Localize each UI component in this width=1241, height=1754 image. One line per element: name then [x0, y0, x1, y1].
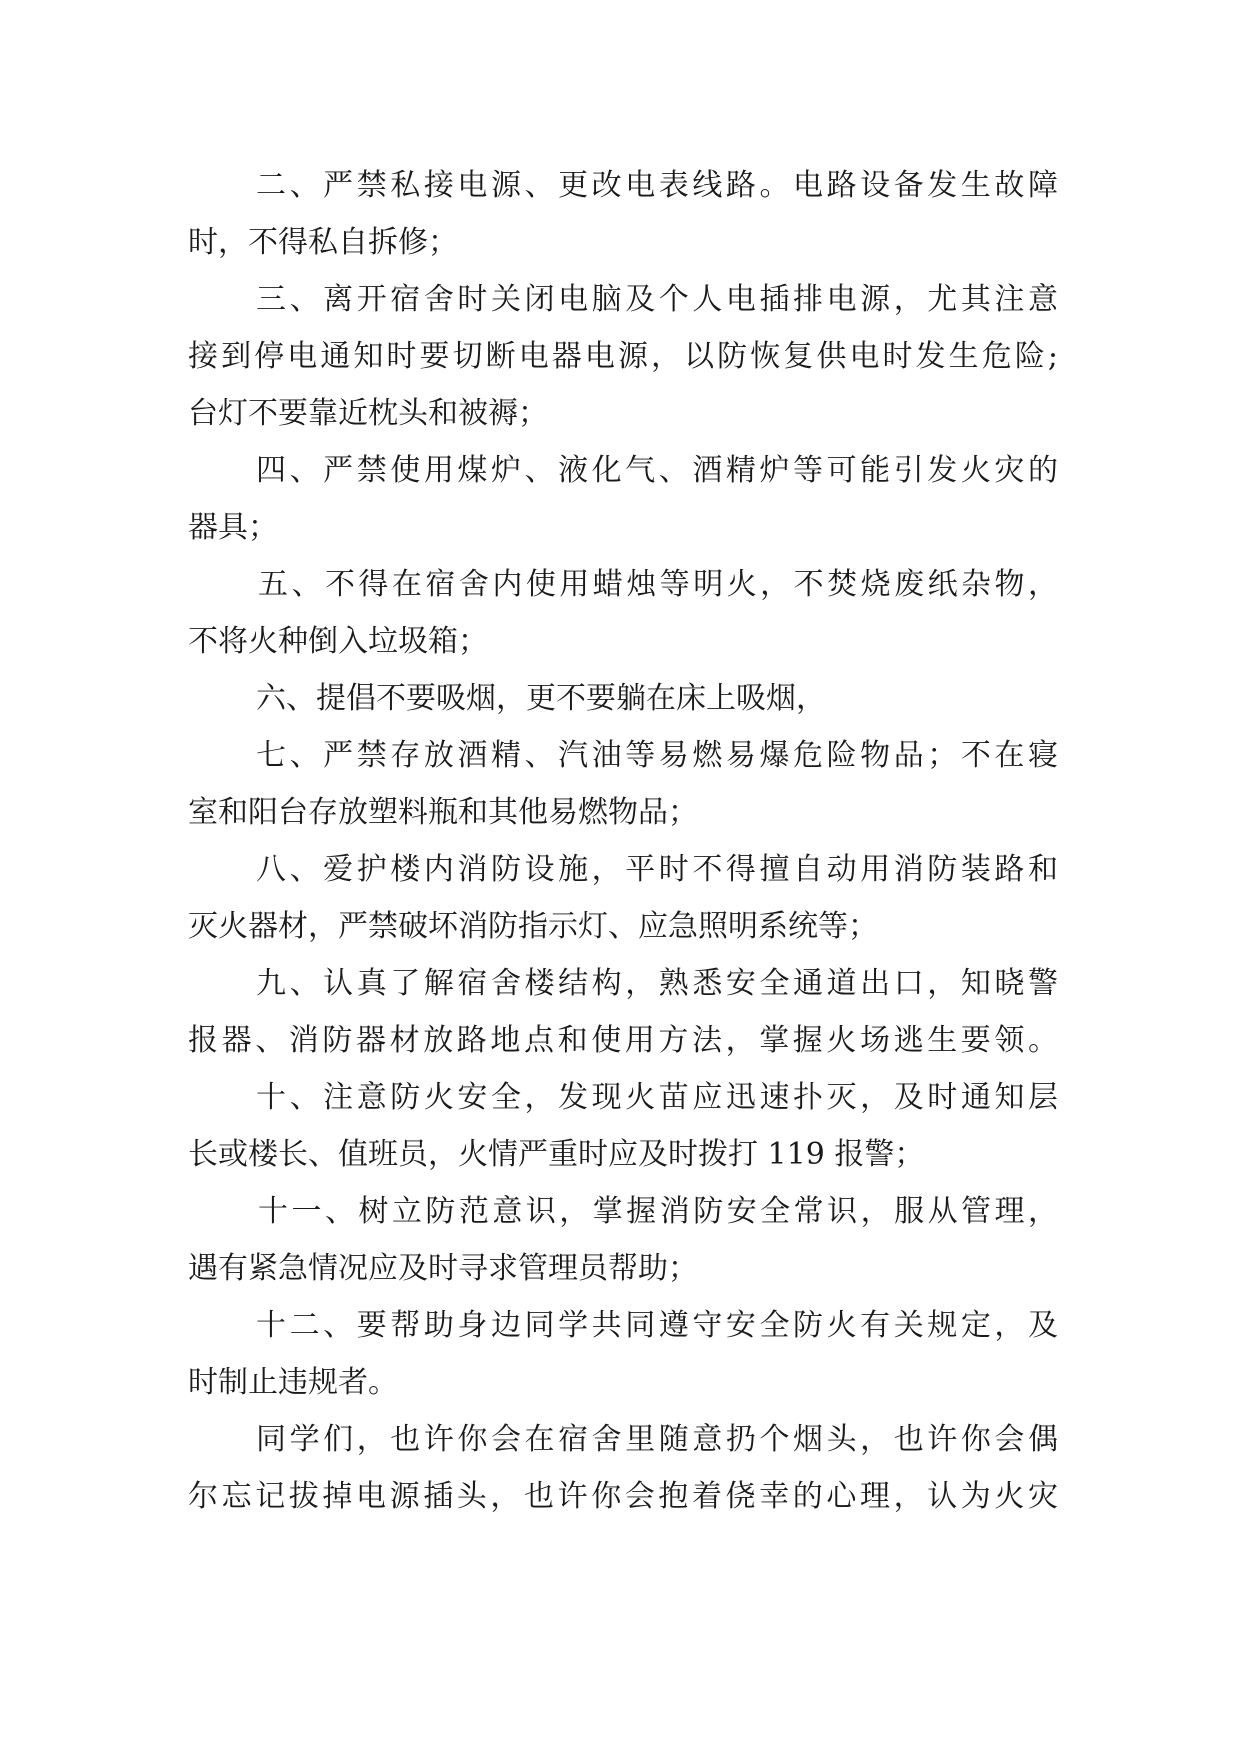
- paragraph-line: 接到停电通知时要切断电器电源，以防恢复供电时发生危险;: [188, 339, 1058, 374]
- paragraph-line: 室和阳台存放塑料瓶和其他易燃物品；: [188, 795, 698, 830]
- paragraph-line: 九、认真了解宿舍楼结构，熟悉安全通道出口，知晓警: [256, 966, 1058, 1001]
- paragraph-line: 五、不得在宿舍内使用蜡烛等明火，不焚烧废纸杂物，: [258, 567, 1058, 602]
- paragraph-line: 时，不得私自拆修；: [188, 225, 458, 260]
- paragraph-line: 同学们，也许你会在宿舍里随意扔个烟头，也许你会偶: [256, 1422, 1058, 1457]
- paragraph-line: 时制止违规者。: [188, 1365, 398, 1400]
- paragraph-line: 台灯不要靠近枕头和被褥；: [188, 396, 548, 431]
- paragraph-line: 十一、树立防范意识，掌握消防安全常识，服从管理，: [258, 1194, 1058, 1229]
- paragraph-line: 报器、消防器材放路地点和使用方法，掌握火场逃生要领。: [188, 1023, 1058, 1058]
- paragraph-line: 长或楼长、值班员，火情严重时应及时拨打 119 报警；: [188, 1137, 925, 1172]
- paragraph-line: 不将火种倒入垃圾箱；: [188, 624, 488, 659]
- paragraph-line: 二、严禁私接电源、更改电表线路。电路设备发生故障: [256, 168, 1058, 203]
- paragraph-line: 器具；: [188, 510, 278, 545]
- paragraph-line: 灭火器材，严禁破坏消防指示灯、应急照明系统等；: [188, 909, 878, 944]
- paragraph-line: 八、爱护楼内消防设施，平时不得擅自动用消防装路和: [256, 852, 1058, 887]
- paragraph-line: 四、严禁使用煤炉、液化气、酒精炉等可能引发火灾的: [256, 453, 1058, 488]
- paragraph-line: 六、提倡不要吸烟，更不要躺在床上吸烟，: [256, 681, 826, 716]
- paragraph-line: 尔忘记拔掉电源插头，也许你会抱着侥幸的心理，认为火灾: [188, 1479, 1058, 1514]
- paragraph-line: 七、严禁存放酒精、汽油等易燃易爆危险物品；不在寝: [256, 738, 1058, 773]
- paragraph-line: 十、注意防火安全，发现火苗应迅速扑灭，及时通知层: [256, 1080, 1058, 1115]
- paragraph-line: 遇有紧急情况应及时寻求管理员帮助；: [188, 1251, 698, 1286]
- paragraph-line: 十二、要帮助身边同学共同遵守安全防火有关规定，及: [256, 1308, 1058, 1343]
- paragraph-line: 三、离开宿舍时关闭电脑及个人电插排电源，尤其注意: [256, 282, 1058, 317]
